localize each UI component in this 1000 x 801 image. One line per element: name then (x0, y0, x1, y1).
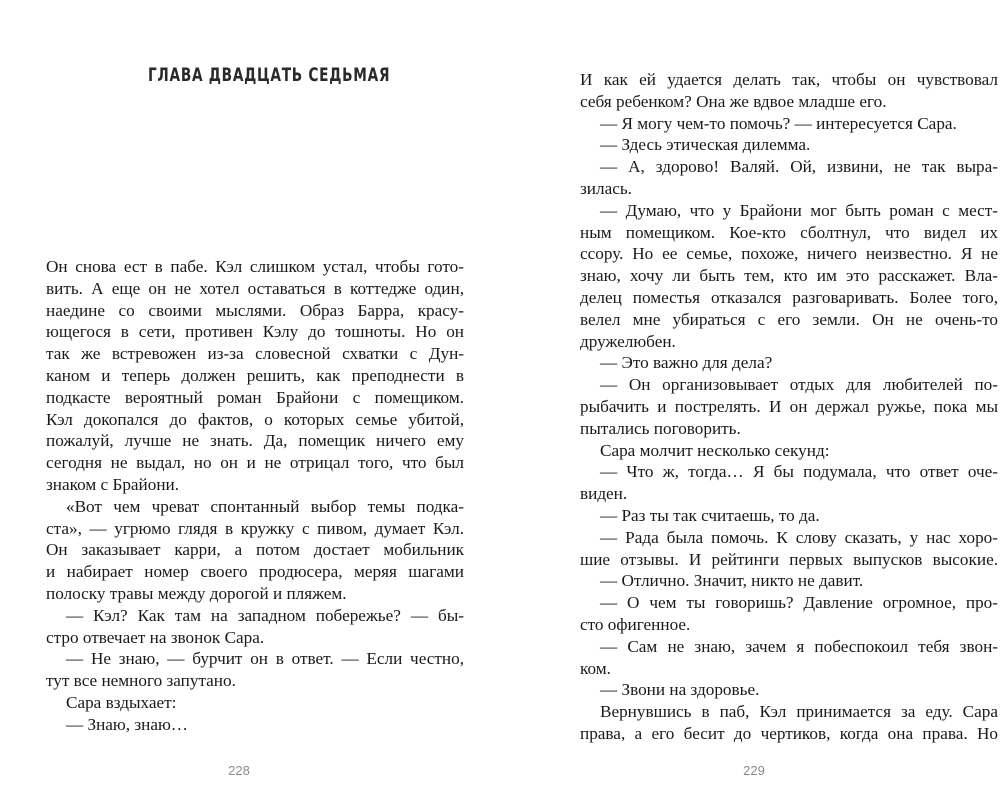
text-line: — Не знаю, — бурчит он в ответ. — Если честно, (66, 649, 464, 669)
text-line: тут все немного запутано. (46, 671, 236, 691)
text-line: пожалуй, лучше не знать. Да, помещик ничего ему (46, 431, 464, 451)
text-line: делец поместья отказался разговаривать. Более того, (580, 287, 998, 307)
text-line: знаком с Брайони. (46, 474, 180, 494)
text-line: Сара вздыхает: (66, 692, 177, 712)
text-line: — А, здорово! Валяй. Ой, извини, не так выра- (600, 157, 998, 177)
text-line: — Я могу чем-то помочь? — интересуется Сара. (600, 113, 957, 133)
text-line: стро отвечает на звонок Сара. (46, 627, 265, 647)
text-line: ющегося в сети, противен Кэлу до тошноты. Но он (46, 322, 464, 342)
text-line: рыбачить и пострелять. И он держал ружье, пока мы (580, 396, 998, 416)
right-page (500, 0, 1000, 801)
text-line: — Отлично. Значит, никто не давит. (600, 571, 864, 591)
text-line: — Кэл? Как там на западном побережье? — бы- (66, 605, 464, 625)
text-line: Вернувшись в паб, Кэл принимается за еду. Сара (600, 702, 998, 722)
text-line: ным помещиком. Кое-кто сболтнул, что видел их (580, 222, 998, 242)
text-line: вить. А еще он не хотел оставаться в коттедже один, (46, 278, 464, 298)
text-line: так же встревожен из-за словесной схватки с Дун- (46, 344, 464, 364)
text-line: И как ей удается делать так, чтобы он чувствовал (580, 70, 998, 89)
text-line: велел мне убираться с его земли. Он не очень-то (580, 309, 998, 329)
text-line: «Вот чем чреват спонтанный выбор темы подка- (66, 496, 464, 516)
text-line: сто офигенное. (580, 614, 691, 634)
right-page-text (580, 69, 998, 745)
text-line: — Это важно для дела? (600, 353, 773, 373)
page-number-right: 229 (743, 763, 765, 778)
text-line: виден. (580, 484, 628, 504)
page-number-left: 228 (228, 763, 250, 778)
text-line: и набирает номер своего продюсера, меряя шагами (46, 562, 464, 582)
text-line: — Думаю, что у Брайони мог быть роман с мест- (600, 200, 998, 220)
text-line: — Он организовывает отдых для любителей по- (600, 375, 998, 395)
text-line: сегодня не выдал, но он и не отрицал того, что был (46, 453, 464, 473)
text-line: — Знаю, знаю… (66, 714, 188, 734)
text-line: каном и теперь должен решить, как преподнести в (46, 365, 464, 385)
text-line: — Рада была помочь. К слову сказать, у нас хоро- (600, 527, 998, 547)
chapter-title: ГЛАВА ДВАДЦАТЬ СЕДЬМАЯ (148, 64, 391, 86)
text-line: — Сам не знаю, зачем я побеспокоил тебя звон- (600, 636, 998, 656)
text-line: полоску травы между дорогой и пляжем. (46, 583, 347, 603)
left-page-text (46, 256, 464, 736)
text-line: Кэл докопался до фактов, о которых семье убитой, (46, 409, 464, 429)
text-line: — Раз ты так считаешь, то да. (600, 505, 820, 525)
text-line: Он заказывает карри, а потом достает мобильник (46, 540, 464, 560)
text-line: — Здесь этическая дилемма. (600, 135, 811, 155)
text-line: себя ребенком? Она же вдвое младше его. (580, 91, 887, 111)
text-line: наедине со своими мыслями. Образ Барра, красу- (46, 300, 464, 320)
text-line: шие отзывы. И рейтинги первых выпусков высокие. (580, 549, 998, 569)
text-line: — Что ж, тогда… Я бы подумала, что ответ оче- (600, 462, 998, 482)
text-line: ком. (580, 658, 611, 678)
text-line: Сара молчит несколько секунд: (600, 440, 830, 460)
text-line: Он снова ест в пабе. Кэл слишком устал, чтобы гото- (46, 257, 464, 276)
text-line: знаю, хочу ли быть тем, кто им это расскажет. Вла- (580, 266, 998, 286)
text-line: пытались поговорить. (580, 418, 741, 438)
text-line: ссору. Но ее семье, похоже, ничего неизвестно. Я не (580, 244, 998, 264)
text-line: дружелюбен. (580, 331, 676, 351)
text-line: права, а его бесит до чертиков, когда она права. Но (580, 723, 998, 743)
text-line: ста», — угрюмо глядя в кружку с пивом, думает Кэл. (46, 518, 464, 538)
text-line: — Звони на здоровье. (600, 680, 760, 700)
text-line: зилась. (580, 178, 632, 198)
text-line: подкасте вероятный роман Брайони с помещиком. (46, 387, 464, 407)
text-line: — О чем ты говоришь? Давление огромное, про- (600, 593, 998, 613)
